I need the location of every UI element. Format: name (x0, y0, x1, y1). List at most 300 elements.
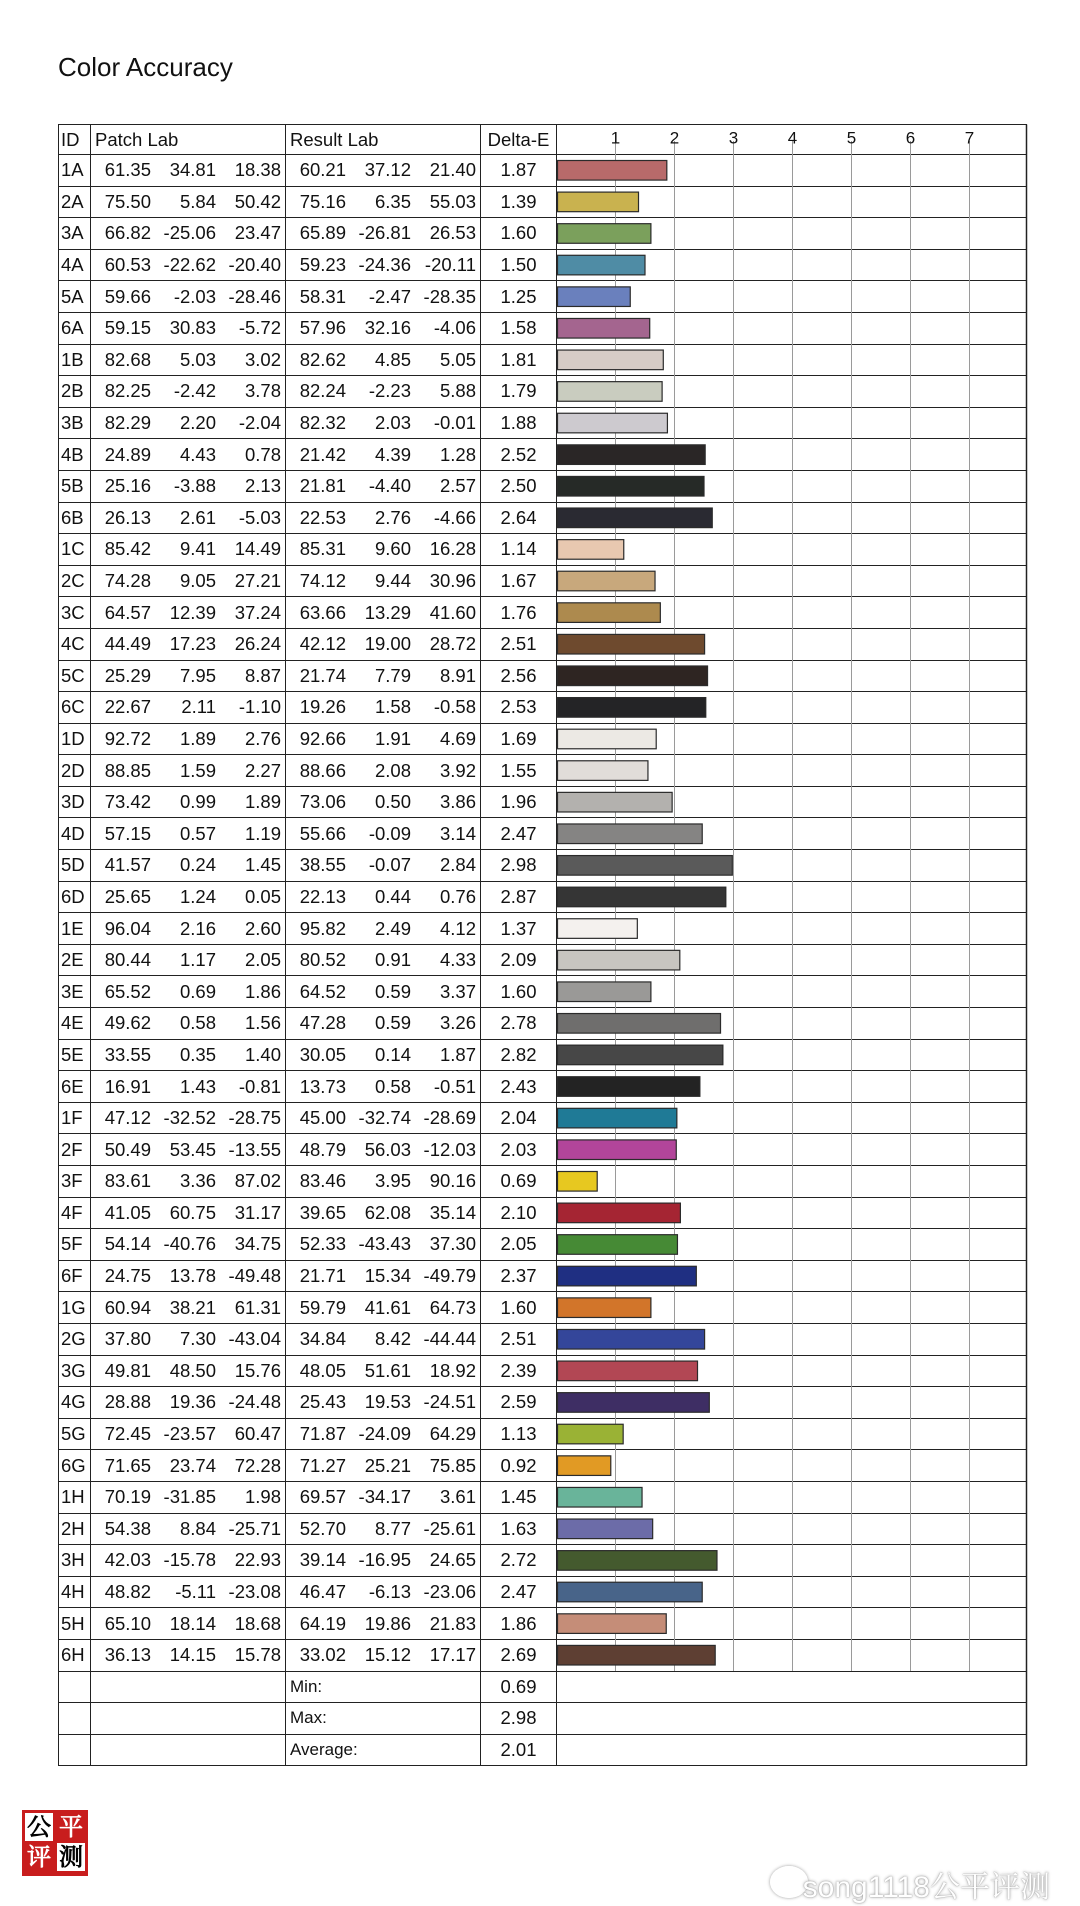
patch-lab-value: 2.11 (181, 696, 216, 718)
patch-id: 4D (59, 818, 91, 850)
patch-id: 2C (59, 565, 91, 597)
table-row (59, 1481, 1027, 1513)
result-lab-value: -4.40 (368, 475, 411, 497)
result-lab-value: 38.55 (299, 854, 346, 876)
patch-lab-value: 70.19 (104, 1486, 151, 1508)
patch-id: 3G (59, 1355, 91, 1387)
x-tick-label: 5 (846, 128, 857, 148)
result-lab-value: 2.03 (374, 412, 411, 434)
average-label: Average: (286, 1734, 481, 1766)
result-lab-value: 41.61 (364, 1296, 411, 1318)
result-lab-cell (286, 312, 481, 344)
result-lab-value: 55.66 (299, 822, 346, 844)
patch-lab-value: -1.10 (238, 696, 281, 718)
patch-lab-value: 14.49 (234, 538, 281, 560)
delta-e-value: 2.09 (481, 944, 557, 976)
delta-e-value: 2.37 (481, 1260, 557, 1292)
summary-empty (59, 1671, 91, 1703)
result-lab-value: 64.19 (299, 1612, 346, 1634)
result-lab-value: 3.37 (439, 980, 476, 1002)
patch-lab-value: 80.44 (104, 949, 151, 971)
patch-lab-value: -2.04 (238, 412, 281, 434)
result-lab-value: 21.42 (299, 443, 346, 465)
result-lab-value: 7.79 (374, 664, 411, 686)
delta-e-value: 1.76 (481, 597, 557, 629)
result-lab-value: 65.89 (299, 222, 346, 244)
result-lab-value: 88.66 (299, 759, 346, 781)
result-lab-value: 34.84 (299, 1328, 346, 1350)
header-row (59, 125, 1027, 155)
bar-cell (557, 1545, 1027, 1577)
patch-lab-cell (91, 976, 286, 1008)
patch-lab-cell (91, 1197, 286, 1229)
result-lab-value: -0.07 (368, 854, 411, 876)
patch-id: 1A (59, 155, 91, 187)
patch-lab-cell (91, 407, 286, 439)
patch-lab-value: 26.13 (104, 506, 151, 528)
patch-id: 5A (59, 281, 91, 313)
patch-lab-value: 66.82 (104, 222, 151, 244)
result-lab-value: 51.61 (364, 1359, 411, 1381)
patch-lab-value: -28.46 (228, 285, 281, 307)
patch-lab-value: 13.78 (169, 1265, 216, 1287)
result-lab-value: 30.96 (429, 570, 476, 592)
result-lab-value: 59.79 (299, 1296, 346, 1318)
patch-lab-value: 50.49 (104, 1138, 151, 1160)
patch-lab-value: -32.52 (163, 1107, 216, 1129)
result-lab-cell (286, 1418, 481, 1450)
result-lab-cell (286, 155, 481, 187)
patch-lab-value: 5.84 (179, 190, 216, 212)
patch-lab-value: 25.29 (104, 664, 151, 686)
patch-id: 3C (59, 597, 91, 629)
patch-lab-value: 74.28 (104, 570, 151, 592)
result-lab-value: 48.79 (299, 1138, 346, 1160)
delta-e-value: 2.05 (481, 1229, 557, 1261)
result-lab-cell (286, 407, 481, 439)
result-lab-value: -28.69 (423, 1107, 476, 1129)
result-lab-cell (286, 281, 481, 313)
patch-id: 3A (59, 218, 91, 250)
result-lab-value: 3.92 (439, 759, 476, 781)
patch-lab-value: 23.74 (169, 1454, 216, 1476)
delta-e-value: 1.87 (481, 155, 557, 187)
patch-lab-value: -5.72 (238, 317, 281, 339)
patch-id: 1G (59, 1292, 91, 1324)
patch-lab-value: 0.24 (179, 854, 216, 876)
result-lab-cell (286, 755, 481, 787)
result-lab-value: 75.16 (299, 190, 346, 212)
patch-lab-value: 3.78 (244, 380, 281, 402)
result-lab-cell (286, 913, 481, 945)
result-lab-cell (286, 376, 481, 408)
patch-lab-cell (91, 1102, 286, 1134)
patch-lab-value: 33.55 (104, 1043, 151, 1065)
result-lab-value: 4.33 (439, 949, 476, 971)
delta-e-value: 2.10 (481, 1197, 557, 1229)
result-lab-value: 1.58 (374, 696, 411, 718)
patch-lab-value: 18.14 (169, 1612, 216, 1634)
table-row (59, 1102, 1027, 1134)
result-lab-value: -43.43 (358, 1233, 411, 1255)
delta-e-value: 1.39 (481, 186, 557, 218)
x-tick-label: 6 (905, 128, 916, 148)
delta-e-value: 2.51 (481, 1323, 557, 1355)
patch-id: 2F (59, 1134, 91, 1166)
result-lab-value: 25.43 (299, 1391, 346, 1413)
bar-cell (557, 186, 1027, 218)
result-lab-value: 32.16 (364, 317, 411, 339)
patch-lab-value: -0.81 (238, 1075, 281, 1097)
result-lab-cell (286, 1639, 481, 1671)
result-lab-cell (286, 1039, 481, 1071)
bar-cell (557, 1008, 1027, 1040)
patch-lab-value: 83.61 (104, 1170, 151, 1192)
result-lab-value: 4.12 (439, 917, 476, 939)
table-row (59, 565, 1027, 597)
patch-id: 1E (59, 913, 91, 945)
patch-lab-cell (91, 628, 286, 660)
patch-id: 2A (59, 186, 91, 218)
patch-lab-value: 41.57 (104, 854, 151, 876)
result-lab-value: 3.14 (439, 822, 476, 844)
patch-lab-value: 42.03 (104, 1549, 151, 1571)
patch-lab-value: -31.85 (163, 1486, 216, 1508)
result-lab-cell (286, 1260, 481, 1292)
patch-lab-value: -22.62 (163, 254, 216, 276)
patch-lab-value: -40.76 (163, 1233, 216, 1255)
result-lab-value: 64.52 (299, 980, 346, 1002)
table-row (59, 344, 1027, 376)
bar-cell (557, 1513, 1027, 1545)
result-lab-value: 21.71 (299, 1265, 346, 1287)
patch-lab-value: 0.99 (179, 791, 216, 813)
bar-cell (557, 976, 1027, 1008)
result-lab-cell (286, 881, 481, 913)
patch-lab-cell (91, 755, 286, 787)
result-lab-value: 64.29 (429, 1423, 476, 1445)
patch-lab-value: 82.25 (104, 380, 151, 402)
result-lab-value: 73.06 (299, 791, 346, 813)
patch-lab-value: 50.42 (234, 190, 281, 212)
result-lab-cell (286, 628, 481, 660)
result-lab-cell (286, 1134, 481, 1166)
patch-lab-value: 48.50 (169, 1359, 216, 1381)
table-row (59, 249, 1027, 281)
result-lab-cell (286, 1197, 481, 1229)
delta-e-value: 1.55 (481, 755, 557, 787)
delta-e-value: 2.50 (481, 470, 557, 502)
patch-lab-cell (91, 249, 286, 281)
delta-e-value: 1.60 (481, 1292, 557, 1324)
result-lab-value: 0.58 (374, 1075, 411, 1097)
table-row (59, 692, 1027, 724)
patch-lab-cell (91, 534, 286, 566)
patch-lab-value: 2.16 (179, 917, 216, 939)
patch-lab-value: -2.42 (173, 380, 216, 402)
summary-bar-cell (557, 1671, 1027, 1703)
min-value: 0.69 (481, 1671, 557, 1703)
result-lab-value: 21.74 (299, 664, 346, 686)
delta-e-value: 1.63 (481, 1513, 557, 1545)
patch-lab-cell (91, 660, 286, 692)
patch-lab-cell (91, 723, 286, 755)
patch-lab-value: 59.15 (104, 317, 151, 339)
patch-lab-value: 1.89 (179, 727, 216, 749)
bar-cell (557, 786, 1027, 818)
result-lab-cell (286, 1481, 481, 1513)
result-lab-cell (286, 692, 481, 724)
delta-e-value: 2.78 (481, 1008, 557, 1040)
table-row (59, 1355, 1027, 1387)
patch-lab-cell (91, 1481, 286, 1513)
patch-lab-value: 60.94 (104, 1296, 151, 1318)
patch-id: 4C (59, 628, 91, 660)
patch-lab-value: 75.50 (104, 190, 151, 212)
patch-lab-value: 65.10 (104, 1612, 151, 1634)
delta-e-value: 2.72 (481, 1545, 557, 1577)
patch-id: 5H (59, 1608, 91, 1640)
patch-lab-value: 3.36 (179, 1170, 216, 1192)
table-row (59, 1229, 1027, 1261)
result-lab-cell (286, 1008, 481, 1040)
result-lab-cell (286, 723, 481, 755)
patch-lab-value: 54.38 (104, 1517, 151, 1539)
patch-lab-value: -2.03 (173, 285, 216, 307)
patch-lab-cell (91, 818, 286, 850)
result-lab-value: 0.14 (374, 1043, 411, 1065)
patch-lab-value: 0.58 (179, 1012, 216, 1034)
result-lab-value: 95.82 (299, 917, 346, 939)
patch-id: 6D (59, 881, 91, 913)
patch-lab-cell (91, 1008, 286, 1040)
patch-lab-cell (91, 1576, 286, 1608)
result-lab-value: 15.12 (364, 1644, 411, 1666)
bar-cell (557, 312, 1027, 344)
result-lab-value: -0.09 (368, 822, 411, 844)
result-lab-value: 55.03 (429, 190, 476, 212)
result-lab-value: 4.85 (374, 348, 411, 370)
patch-lab-value: 25.16 (104, 475, 151, 497)
result-lab-value: 48.05 (299, 1359, 346, 1381)
result-lab-value: 0.76 (439, 885, 476, 907)
bar-cell (557, 913, 1027, 945)
patch-lab-value: -49.48 (228, 1265, 281, 1287)
bar-cell (557, 1481, 1027, 1513)
patch-lab-value: 2.20 (179, 412, 216, 434)
table-row (59, 1513, 1027, 1545)
patch-id: 4H (59, 1576, 91, 1608)
patch-lab-value: 1.19 (244, 822, 281, 844)
table-row (59, 850, 1027, 882)
bar-cell (557, 1102, 1027, 1134)
header-delta-e: Delta-E (481, 125, 557, 155)
patch-lab-value: -28.75 (228, 1107, 281, 1129)
patch-lab-value: 16.91 (104, 1075, 151, 1097)
bar-cell (557, 1387, 1027, 1419)
patch-id: 3E (59, 976, 91, 1008)
result-lab-cell (286, 976, 481, 1008)
result-lab-value: 37.12 (364, 159, 411, 181)
patch-lab-value: 1.98 (244, 1486, 281, 1508)
patch-id: 3H (59, 1545, 91, 1577)
patch-lab-value: 18.68 (234, 1612, 281, 1634)
delta-e-value: 2.98 (481, 850, 557, 882)
patch-lab-value: 0.69 (179, 980, 216, 1002)
result-lab-value: 3.86 (439, 791, 476, 813)
patch-lab-value: 60.47 (234, 1423, 281, 1445)
table-row (59, 660, 1027, 692)
patch-lab-cell (91, 1166, 286, 1198)
summary-empty (59, 1734, 91, 1766)
x-tick-label: 4 (787, 128, 798, 148)
result-lab-value: 80.52 (299, 949, 346, 971)
table-row (59, 818, 1027, 850)
result-lab-value: 19.00 (364, 633, 411, 655)
patch-lab-value: 7.30 (179, 1328, 216, 1350)
delta-e-value: 1.96 (481, 786, 557, 818)
summary-bar-cell (557, 1734, 1027, 1766)
result-lab-value: 22.53 (299, 506, 346, 528)
delta-e-value: 1.58 (481, 312, 557, 344)
result-lab-value: 71.87 (299, 1423, 346, 1445)
patch-lab-value: 8.84 (179, 1517, 216, 1539)
table-row (59, 1039, 1027, 1071)
patch-id: 3F (59, 1166, 91, 1198)
bar-cell (557, 407, 1027, 439)
result-lab-value: 24.65 (429, 1549, 476, 1571)
result-lab-value: 85.31 (299, 538, 346, 560)
patch-id: 1H (59, 1481, 91, 1513)
patch-id: 3D (59, 786, 91, 818)
delta-e-value: 1.25 (481, 281, 557, 313)
result-lab-value: 9.44 (374, 570, 411, 592)
bar-cell (557, 1134, 1027, 1166)
result-lab-value: 13.29 (364, 601, 411, 623)
result-lab-value: 4.69 (439, 727, 476, 749)
patch-lab-value: 92.72 (104, 727, 151, 749)
result-lab-value: -0.58 (433, 696, 476, 718)
table-row (59, 155, 1027, 187)
result-lab-value: 69.57 (299, 1486, 346, 1508)
result-lab-value: 25.21 (364, 1454, 411, 1476)
patch-lab-value: -43.04 (228, 1328, 281, 1350)
patch-lab-value: 15.76 (234, 1359, 281, 1381)
patch-lab-value: 61.31 (234, 1296, 281, 1318)
patch-lab-value: 19.36 (169, 1391, 216, 1413)
result-lab-value: 82.62 (299, 348, 346, 370)
delta-e-value: 2.87 (481, 881, 557, 913)
table-row (59, 312, 1027, 344)
result-lab-value: 35.14 (429, 1201, 476, 1223)
result-lab-value: -2.23 (368, 380, 411, 402)
patch-id: 4F (59, 1197, 91, 1229)
patch-lab-value: 72.45 (104, 1423, 151, 1445)
patch-id: 6C (59, 692, 91, 724)
result-lab-cell (286, 818, 481, 850)
patch-lab-value: 85.42 (104, 538, 151, 560)
patch-id: 5E (59, 1039, 91, 1071)
table-row (59, 1197, 1027, 1229)
patch-lab-value: 4.43 (179, 443, 216, 465)
patch-lab-value: 0.35 (179, 1043, 216, 1065)
summary-empty (91, 1734, 286, 1766)
patch-lab-value: 24.75 (104, 1265, 151, 1287)
bar-cell (557, 249, 1027, 281)
result-lab-cell (286, 218, 481, 250)
patch-lab-value: -25.06 (163, 222, 216, 244)
logo-char: 平 (59, 1812, 83, 1841)
result-lab-value: 16.28 (429, 538, 476, 560)
patch-lab-value: 22.67 (104, 696, 151, 718)
result-lab-cell (286, 502, 481, 534)
patch-lab-value: 0.78 (244, 443, 281, 465)
table-row (59, 976, 1027, 1008)
result-lab-value: 56.03 (364, 1138, 411, 1160)
result-lab-cell (286, 1608, 481, 1640)
bar-cell (557, 1197, 1027, 1229)
patch-lab-cell (91, 1323, 286, 1355)
result-lab-value: 9.60 (374, 538, 411, 560)
result-lab-cell (286, 1292, 481, 1324)
patch-lab-value: 38.21 (169, 1296, 216, 1318)
patch-lab-value: 41.05 (104, 1201, 151, 1223)
patch-lab-cell (91, 850, 286, 882)
result-lab-value: 82.32 (299, 412, 346, 434)
result-lab-value: 26.53 (429, 222, 476, 244)
patch-lab-cell (91, 1229, 286, 1261)
summary-empty (91, 1703, 286, 1735)
delta-e-value: 2.03 (481, 1134, 557, 1166)
patch-lab-cell (91, 470, 286, 502)
result-lab-value: 75.85 (429, 1454, 476, 1476)
bar-cell (557, 1071, 1027, 1103)
patch-id: 6H (59, 1639, 91, 1671)
patch-lab-value: -13.55 (228, 1138, 281, 1160)
patch-lab-value: 28.88 (104, 1391, 151, 1413)
table-row (59, 186, 1027, 218)
result-lab-value: 17.17 (429, 1644, 476, 1666)
patch-lab-value: 8.87 (244, 664, 281, 686)
result-lab-value: -2.47 (368, 285, 411, 307)
result-lab-value: -16.95 (358, 1549, 411, 1571)
result-lab-cell (286, 439, 481, 471)
patch-lab-value: 1.45 (244, 854, 281, 876)
patch-id: 6G (59, 1450, 91, 1482)
result-lab-value: 21.40 (429, 159, 476, 181)
result-lab-value: 4.39 (374, 443, 411, 465)
patch-lab-value: 2.05 (244, 949, 281, 971)
patch-id: 2D (59, 755, 91, 787)
delta-e-value: 2.56 (481, 660, 557, 692)
summary-empty (59, 1703, 91, 1735)
patch-lab-value: 71.65 (104, 1454, 151, 1476)
result-lab-value: 15.34 (364, 1265, 411, 1287)
result-lab-value: 1.87 (439, 1043, 476, 1065)
patch-lab-value: 5.03 (179, 348, 216, 370)
result-lab-value: -24.51 (423, 1391, 476, 1413)
result-lab-value: 52.33 (299, 1233, 346, 1255)
patch-lab-value: 72.28 (234, 1454, 281, 1476)
patch-lab-value: 31.17 (234, 1201, 281, 1223)
patch-lab-cell (91, 913, 286, 945)
patch-id: 6E (59, 1071, 91, 1103)
patch-lab-value: -3.88 (173, 475, 216, 497)
patch-lab-value: 1.56 (244, 1012, 281, 1034)
result-lab-value: 37.30 (429, 1233, 476, 1255)
patch-lab-value: 57.15 (104, 822, 151, 844)
result-lab-value: 90.16 (429, 1170, 476, 1192)
